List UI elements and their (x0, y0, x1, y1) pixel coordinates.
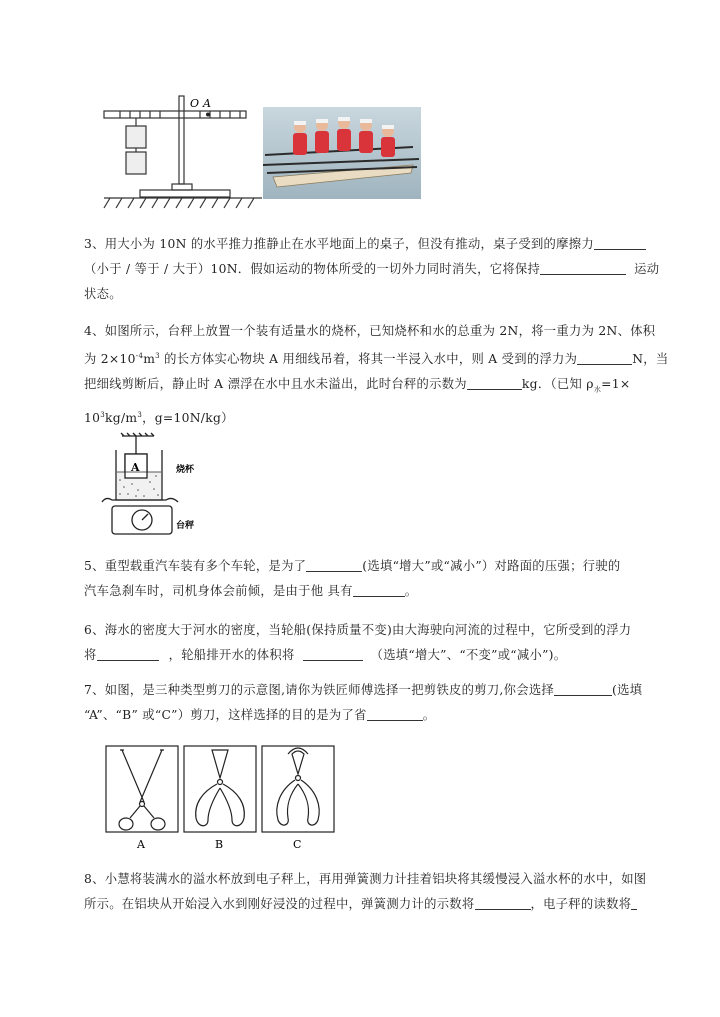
q4-line4-a: 10 (84, 410, 101, 425)
question-5 (84, 554, 674, 604)
q4-line3-sub: 水 (593, 385, 602, 394)
q8-line2-a: 所示。在铝块从开始浸入水到刚好浸没的过程中，弹簧测力计的示数将 (84, 897, 475, 911)
q6-blank-1[interactable] (97, 646, 159, 661)
q3-line1: 3、用大小为 10N 的水平推力推静止在水平地面上的桌子，但没有推动，桌子受到的摩擦力 (84, 237, 594, 251)
scissors-figure (104, 744, 336, 854)
q4-line2-b: m (143, 352, 156, 367)
q7-blank-2[interactable] (367, 706, 423, 721)
q5-line1-b: (选填“增大”或“减小”）对路面的压强；行驶的 (362, 559, 621, 573)
beaker-label: 烧杯 (176, 465, 195, 475)
q4-line2-d: N，当 (632, 352, 669, 367)
q6-blank-2[interactable] (303, 646, 363, 661)
q6-line2-a: 将 (84, 648, 97, 662)
q4-line4-sup2: 3 (137, 410, 143, 419)
q4-line2-c: 的长方体实心物块 A 用细线吊着，将其一半浸入水中，则 A 受到的浮力为 (159, 352, 578, 367)
q8-line1: 8、小慧将装满水的溢水杯放到电子秤上，再用弹簧测力计挂着铝块将其缓慢浸入溢水杯的水中，如图 (84, 872, 647, 886)
rowing-photo (263, 107, 421, 199)
q3-line3: 状态。 (84, 287, 122, 301)
question-4 (84, 319, 674, 431)
q4-line3-c: =1× (601, 377, 631, 392)
q3-blank-1[interactable] (594, 235, 646, 250)
question-3 (84, 232, 674, 307)
q7-blank-1[interactable] (554, 681, 612, 696)
q6-line2-c: （选填“增大”、“不变”或“减小”)。 (370, 648, 567, 662)
q7-line1-b: (选填 (612, 683, 643, 697)
q6-line1: 6、海水的密度大于河水的密度，当轮船(保持质量不变)由大海驶向河流的过程中，它所受到的浮力 (84, 623, 632, 637)
q5-line2-b: 。 (404, 584, 418, 598)
q7-line1-a: 7、如图，是三种类型剪刀的示意图,请你为铁匠师傅选择一把剪铁皮的剪刀,你会选择 (84, 683, 555, 697)
scissors-label-a: A (137, 838, 145, 851)
q7-line2-b: 。 (422, 708, 436, 722)
q8-line2-b: ，电子秤的读数将 (530, 897, 632, 911)
q4-line2-sup2: 3 (155, 352, 160, 360)
q4-line4-c: ，g=10N/kg） (142, 410, 234, 425)
lever-label-a: A (203, 97, 211, 110)
q3-line2-end: 运动 (634, 262, 660, 276)
question-8 (84, 867, 674, 917)
q8-blank-1[interactable] (475, 895, 531, 910)
q8-blank-2[interactable] (631, 895, 637, 910)
q4-line3-b: kg．（已知 ρ (521, 377, 594, 392)
question-6 (84, 618, 674, 668)
q4-line2-sup: -4 (135, 352, 144, 360)
q5-line1-a: 5、重型载重汽车装有多个车轮，是为了 (84, 559, 307, 573)
q3-line2: （小于 / 等于 / 大于）10N．假如运动的物体所受的一切外力同时消失，它将保持 (84, 262, 541, 276)
question-7 (84, 678, 674, 728)
q4-line2-a: 为 2×10 (84, 352, 136, 367)
q4-line3-a: 把细线剪断后，静止时 A 漂浮在水中且水未溢出，此时台秤的示数为 (84, 377, 467, 392)
q4-line1: 4、如图所示，台秤上放置一个装有适量水的烧杯，已知烧杯和水的总重为 2N，将一重力为 2N、体积 (84, 324, 656, 338)
lever-scale-figure (100, 92, 265, 214)
q4-line4-sup: 3 (100, 410, 106, 419)
scale-label: 台秤 (176, 521, 195, 531)
q3-blank-2[interactable] (540, 260, 626, 275)
lever-label-o: O (190, 97, 200, 110)
block-label-a: A (131, 461, 140, 474)
q4-blank-1[interactable] (577, 350, 632, 365)
q7-line2-a: “A”、“B” 或“C”）剪刀，这样选择的目的是为了省 (84, 708, 367, 722)
q4-line4-b: kg/m (105, 410, 138, 425)
q5-blank-1[interactable] (306, 557, 362, 572)
q4-blank-2[interactable] (467, 375, 522, 390)
q5-line2-a: 汽车急刹车时，司机身体会前倾，是由于他 具有 (84, 584, 353, 598)
scissors-label-c: C (293, 838, 302, 851)
scissors-label-b: B (215, 838, 224, 851)
q6-line2-b: ，轮船排开水的体积将 (168, 648, 295, 662)
q5-blank-2[interactable] (353, 582, 405, 597)
beaker-scale-figure (98, 432, 208, 537)
